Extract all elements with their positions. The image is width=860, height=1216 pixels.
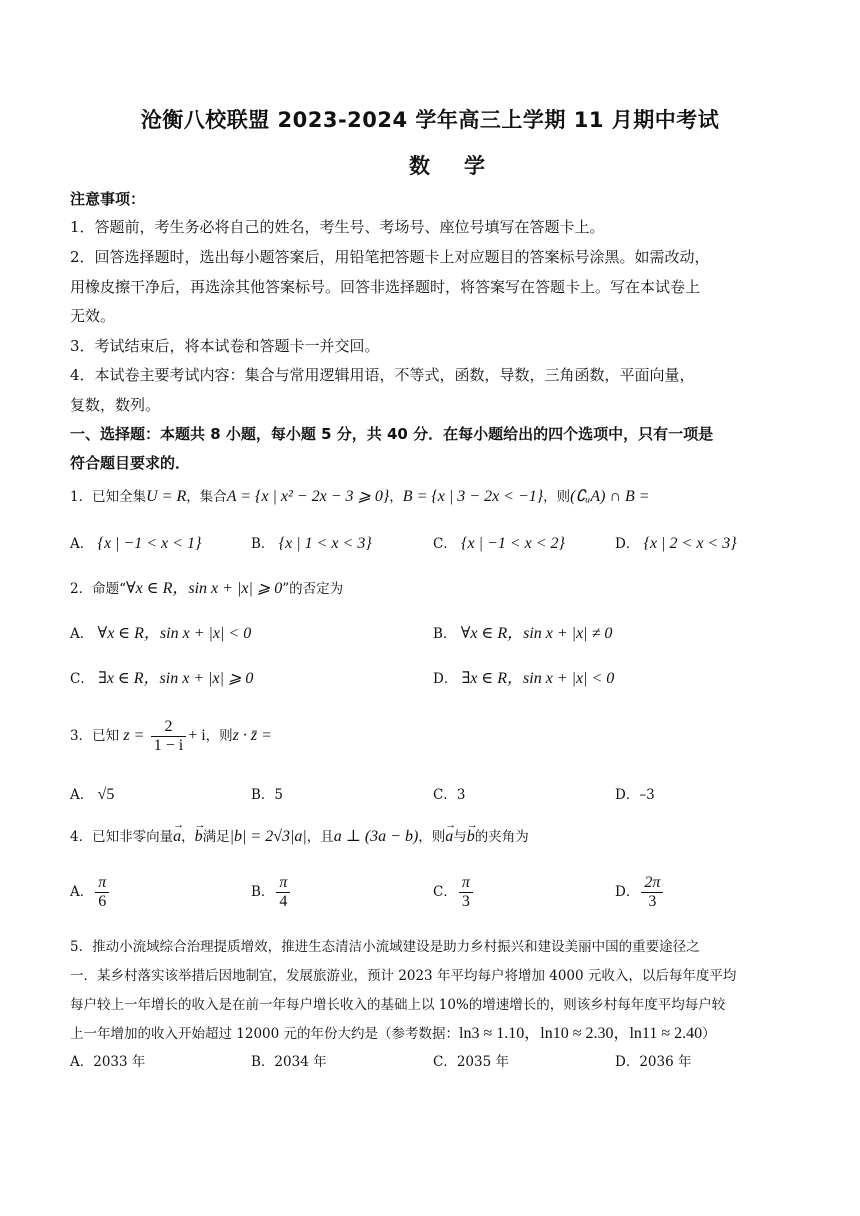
question-5-option-b: B．2034 年 [251, 1054, 327, 1070]
question-5-line-1: 5．推动小流域综合治理提质增效，推进生态清洁小流域建设是助力乡村振兴和建设美丽中国的重要途径之 [70, 939, 700, 955]
question-5-option-a: A．2033 年 [70, 1054, 146, 1070]
question-2-option-d: D． ∃x ∈ R，sin x + |x| < 0 [433, 670, 615, 687]
note-4-line-1: 4．本试卷主要考试内容：集合与常用逻辑用语，不等式，函数，导数，三角函数，平面向量， [70, 366, 695, 384]
exam-title: 沧衡八校联盟 2023-2024 学年高三上学期 11 月期中考试 [140, 108, 720, 132]
question-5-option-d: D．2036 年 [615, 1054, 692, 1070]
note-2-line-1: 2．回答选择题时，选出每小题答案后，用铅笔把答题卡上对应题目的答案标号涂黑。如需改动， [70, 248, 710, 266]
question-2-option-c: C． ∃x ∈ R，sin x + |x| ⩾ 0 [70, 670, 254, 687]
notes-heading: 注意事项： [70, 190, 146, 208]
question-1-option-b: B． {x | 1 < x < 3} [251, 535, 372, 552]
question-4-option-a: A． $\frac{\pi}{6}$ [70, 874, 111, 911]
note-1: 1．答题前，考生务必将自己的姓名，考生号、考场号、座位号填写在答题卡上。 [70, 218, 605, 236]
note-3: 3．考试结束后，将本试卷和答题卡一并交回。 [70, 337, 380, 355]
note-4-line-2: 复数，数列。 [70, 396, 161, 414]
question-5-option-c: C．2035 年 [433, 1054, 509, 1070]
exam-subject: 数学 [409, 154, 519, 178]
question-3-stem: 3．已知 z = $\frac{2}{1 - i}$ + i，则z · z̄ = [70, 718, 272, 754]
question-1-option-d: D． {x | 2 < x < 3} [615, 535, 737, 552]
question-3-option-c: C．3 [433, 787, 466, 803]
note-2-line-2: 用橡皮擦干净后，再选涂其他答案标号。回答非选择题时，将答案写在答题卡上。写在本试卷上 [70, 278, 701, 296]
note-2-line-3: 无效。 [70, 307, 116, 325]
question-4-option-c: C． $\frac{\pi}{3}$ [433, 874, 475, 911]
question-5-line-4: 上一年增加的收入开始超过 12000 元的年份大约是（参考数据：ln3 ≈ 1.10，ln10 ≈ 2.30，ln11 ≈ 2.40） [70, 1025, 716, 1042]
question-5-line-2: 一．某乡村落实该举措后因地制宜，发展旅游业，预计 2023 年平均每户将增加 4000 元收入，以后每年度平均 [70, 968, 737, 984]
question-4-option-b: B． $\frac{\pi}{4}$ [251, 874, 292, 911]
question-3-option-d: D．–3 [615, 787, 655, 803]
section-heading-line-2: 符合题目要求的． [70, 454, 191, 472]
question-3-fraction: $\frac{2}{1 - i}$ [151, 718, 186, 755]
question-2-option-b: B． ∀x ∈ R，sin x + |x| ≠ 0 [433, 625, 613, 642]
question-3-option-b: B．5 [251, 787, 284, 803]
question-2-stem: 2．命题“∀x ∈ R，sin x + |x| ⩾ 0”的否定为 [70, 580, 344, 597]
question-1-option-a: A． {x | −1 < x < 1} [70, 535, 202, 552]
question-1-option-c: C． {x | −1 < x < 2} [433, 535, 565, 552]
question-5-line-3: 每户较上一年增长的收入是在前一年每户增长收入的基础上以 10%的增速增长的，则该乡村每年度平均每户较 [70, 997, 726, 1013]
question-3-option-a: A． √5 [70, 786, 115, 803]
question-4-stem: 4．已知非零向量→ a，→ b满足|b| = 2√3|a|，且a ⊥ (3a − b)，则→ a与→ b的夹角为 [70, 826, 794, 848]
question-2-option-a: A． ∀x ∈ R，sin x + |x| < 0 [70, 625, 252, 642]
question-4-option-d: D． $\frac{2\pi}{3}$ [615, 874, 665, 911]
question-1-stem: 1．已知全集U = R，集合A = {x | x² − 2x − 3 ⩾ 0}，B = {x | 3 − 2x < −1}，则(∁ᵤA) ∩ B = [70, 488, 650, 505]
section-heading-line-1: 一、选择题：本题共 8 小题，每小题 5 分，共 40 分．在每小题给出的四个选项中，只有一项是 [70, 425, 714, 443]
